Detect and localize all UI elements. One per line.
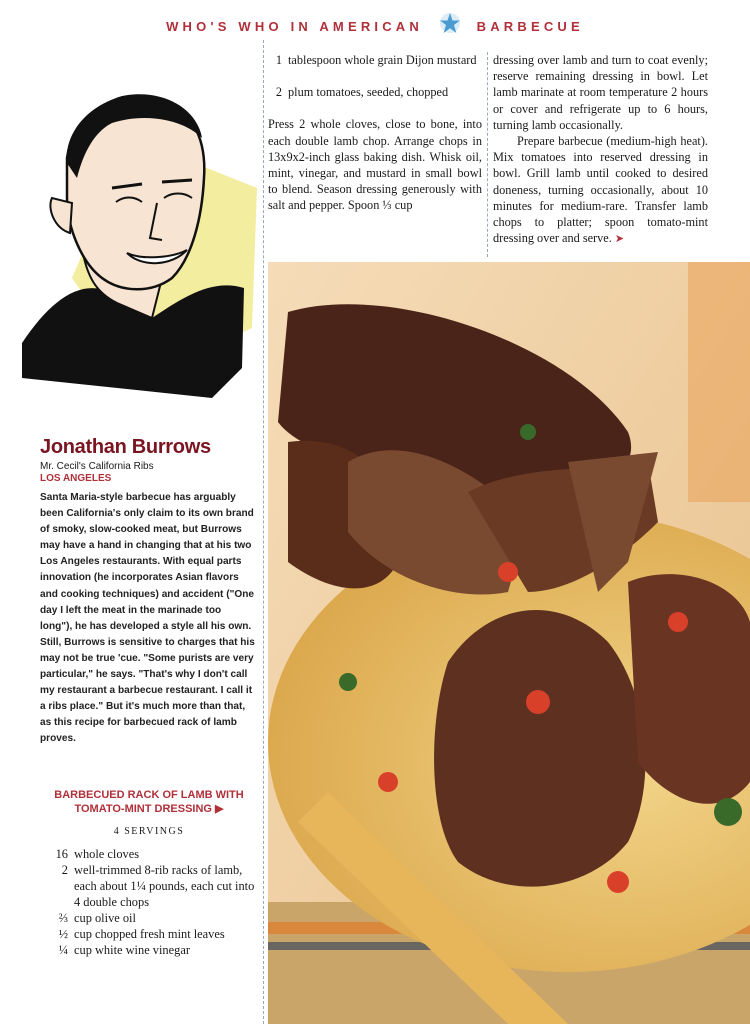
ingredient-text: cup chopped fresh mint leaves [74,927,225,941]
method-text: Prepare barbecue (medium-high heat). Mix tomatoes into reserved dressing in bowl. Grill lamb until cooked to desired doneness, turning occasionally, about 10 minutes for medium-rare. Transfer lamb chops to platter; spoon tomato-mint dressing over and serve. [493,134,708,246]
triangle-right-icon: ➤ [614,233,625,246]
column-divider [263,40,264,1024]
chef-bio [40,436,255,748]
city-name: LOS ANGELES [40,473,112,484]
ingredient-text: plum tomatoes, seeded, chopped [288,85,449,100]
ingredient-item [268,84,482,100]
lamb-chops-photo [268,262,750,1024]
column-divider [487,52,488,257]
ingredient-text: whole cloves [74,847,140,861]
chef-name: Jonathan Burrows [40,436,211,458]
ingredient-item [46,926,256,942]
recipe-column-2 [268,52,482,214]
ingredient-item [46,846,256,862]
ingredient-text: cup white wine vinegar [74,943,190,957]
restaurant-name: Mr. Cecil's California Ribs [40,461,154,472]
method-text: dressing over lamb and turn to coat evenly; reserve remaining dressing in bowl. Let lamb marinate at room temperature 2 hours or cover and refrigerate up to 6 hours, turning lamb occasionally. [493,53,708,132]
chef-portrait-illustration [12,78,260,408]
servings: 4 SERVINGS [113,826,185,837]
ingredient-qty: 2 [61,863,68,877]
ingredient-item [46,910,256,926]
ingredient-item [46,942,256,958]
ingredient-qty: 2 [275,85,282,100]
ingredient-text: cup olive oil [74,911,136,925]
ingredient-text: tablespoon whole grain Dijon mustard [288,53,477,67]
ingredient-qty: ¼ [58,943,68,957]
header-right-text: BARBECUE [476,19,584,34]
bio-text: Santa Maria-style barbecue has arguably been California's only claim to its own brand of smoky, slow-cooked meat, but Burrows may have a hand in changing that at his two Los Angeles restaurants. With equal parts innovation (he incorporates Asian flavors and cooking techniques) and accident ("One day I left the meat in the marinade too long"), he has developed a style all his own. Still, Burrows is sensitive to charges that his may not be true 'cue. "Some purists are very particular," he says. "That's why I don't call my restaurant a barbecue restaurant. I call it a ribs place." But it's much more than that, as this recipe for barbecued rack of lamb proves. [40,492,255,745]
ingredient-list [46,846,256,958]
ingredient-qty: ⅔ [58,911,68,925]
recipe-column-3 [493,52,708,247]
header-left-text: WHO'S WHO IN AMERICAN [166,19,423,34]
ingredient-qty: ½ [58,927,68,941]
ingredient-qty: 1 [275,53,282,67]
page-header [0,12,750,34]
triangle-right-icon: ▶ [215,803,224,815]
ingredient-qty: 16 [55,847,68,861]
method-paragraph [493,133,708,247]
ingredient-item [46,862,256,910]
method-text: Press 2 whole cloves, close to bone, into each double lamb chop. Arrange chops in 13x9x2-inch glass baking dish. Whisk oil, mint, vinegar, and mustard in small bowl to blend. Season dressing generously with salt and pepper. Spoon ⅓ cup [268,117,482,213]
star-icon [439,12,461,37]
recipe-title [40,788,258,816]
ingredient-text: well-trimmed 8-rib racks of lamb, each about 1¼ pounds, each cut into 4 double chops [74,863,255,909]
recipe-title-text: BARBECUED RACK OF LAMB WITH TOMATO-MINT DRESSING [54,789,244,815]
ingredient-item [268,52,482,68]
